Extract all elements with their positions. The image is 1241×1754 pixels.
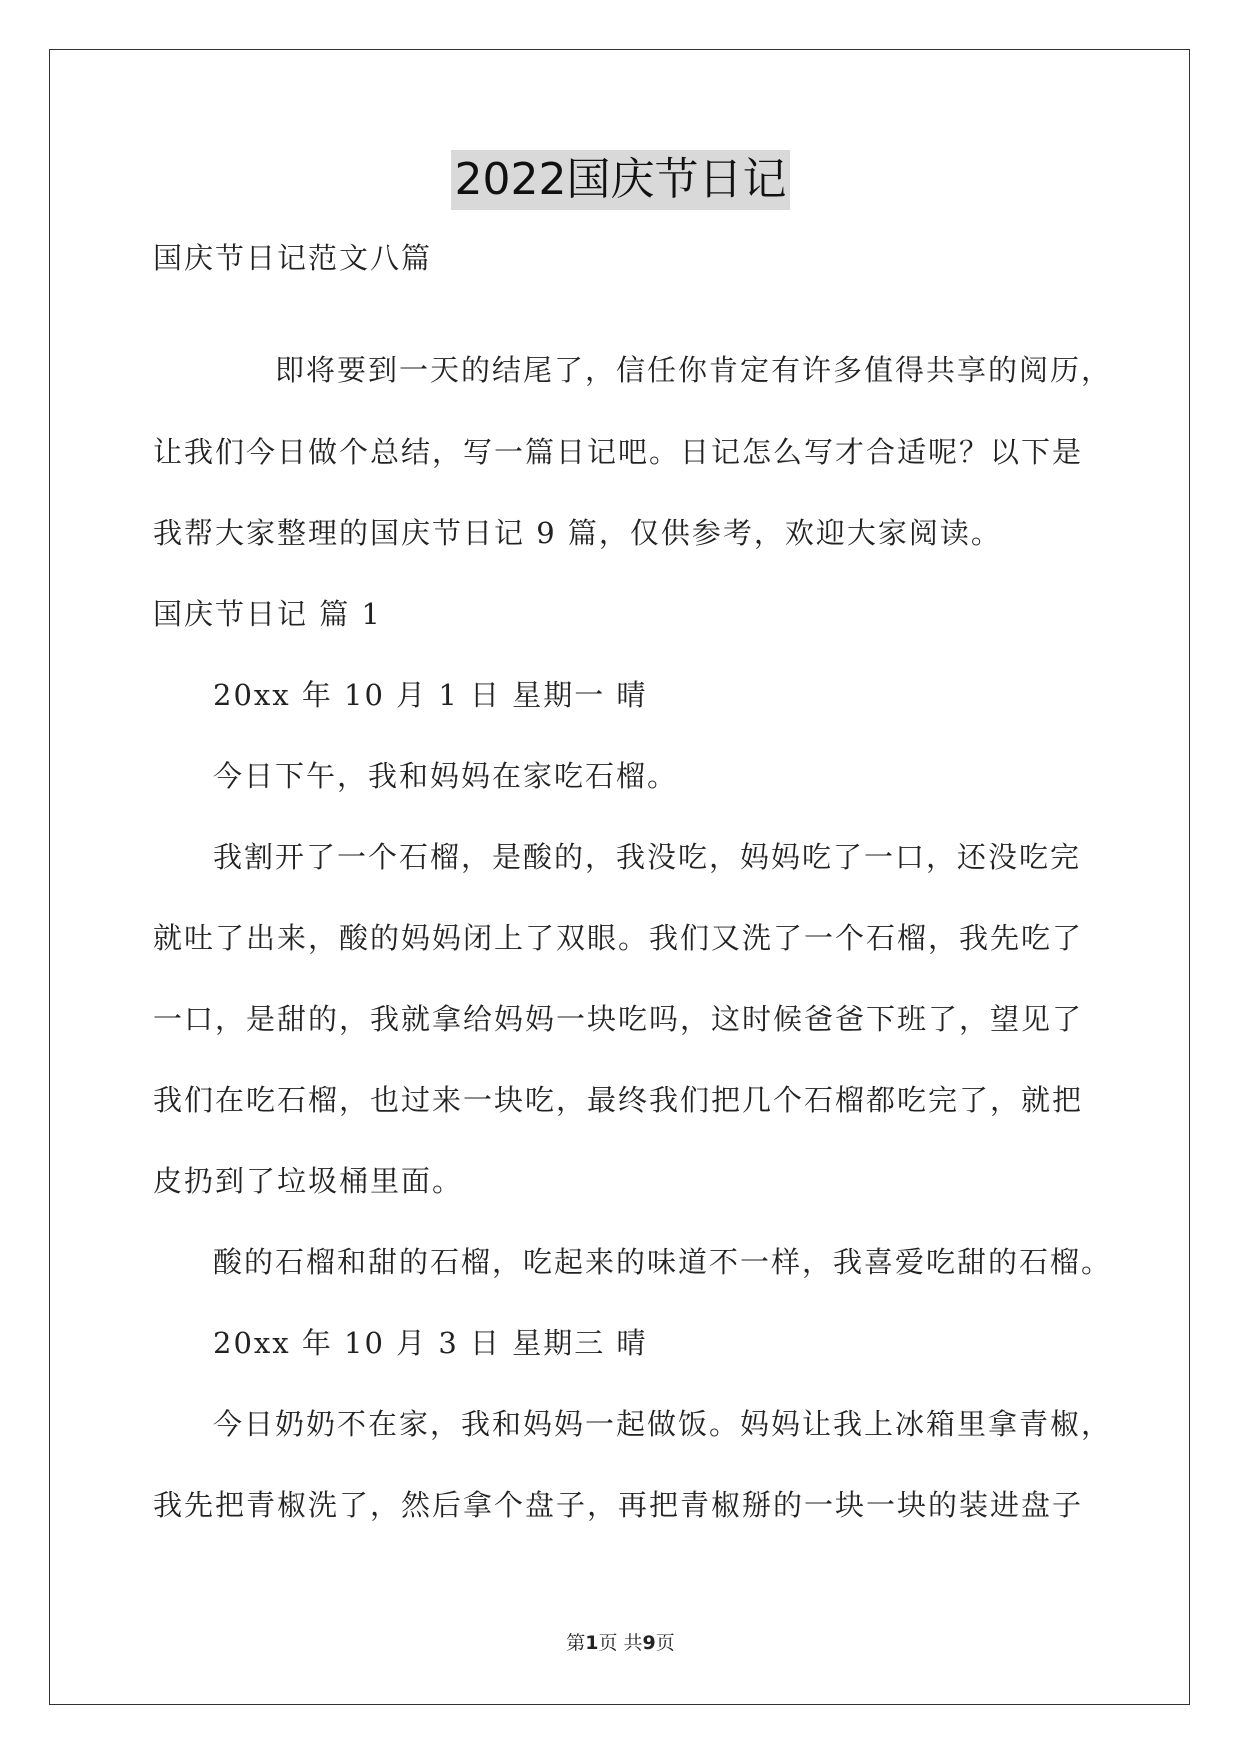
- text-line: 今日下午，我和妈妈在家吃石榴。: [213, 759, 679, 793]
- text-line: 一口，是甜的，我就拿给妈妈一块吃吗，这时候爸爸下班了，望见了: [153, 1002, 1084, 1036]
- page-footer: [0, 1628, 1241, 1655]
- text-line: 皮扔到了垃圾桶里面。: [153, 1164, 464, 1198]
- footer-mid: 页 共: [598, 1632, 643, 1654]
- text-line: 我先把青椒洗了，然后拿个盘子，再把青椒掰的一块一块的装进盘子: [153, 1488, 1084, 1522]
- title-container: [0, 150, 1241, 210]
- text-line: 我帮大家整理的国庆节日记 9 篇，仅供参考，欢迎大家阅读。: [153, 516, 1002, 550]
- diary-date-line: 20xx 年 10 月 1 日 星期一 晴: [213, 678, 648, 712]
- footer-suffix: 页: [655, 1632, 675, 1654]
- text-line: 我们在吃石榴，也过来一块吃，最终我们把几个石榴都吃完了，就把: [153, 1083, 1084, 1117]
- text-line: 让我们今日做个总结，写一篇日记吧。日记怎么写才合适呢？以下是: [153, 435, 1084, 469]
- subtitle-line: 国庆节日记范文八篇: [153, 241, 433, 275]
- text-line: 即将要到一天的结尾了，信任你肯定有许多值得共享的阅历，: [275, 353, 1113, 387]
- text-line: 我割开了一个石榴，是酸的，我没吃，妈妈吃了一口，还没吃完: [213, 840, 1082, 874]
- text-line: 酸的石榴和甜的石榴，吃起来的味道不一样，我喜爱吃甜的石榴。: [213, 1245, 1113, 1279]
- text-line: 今日奶奶不在家，我和妈妈一起做饭。妈妈让我上冰箱里拿青椒，: [213, 1407, 1113, 1441]
- footer-page-number: 1: [585, 1632, 599, 1654]
- text-line: 就吐了出来，酸的妈妈闭上了双眼。我们又洗了一个石榴，我先吃了: [153, 921, 1084, 955]
- section-heading: 国庆节日记 篇 1: [153, 597, 382, 631]
- document-title: 2022国庆节日记: [451, 150, 791, 210]
- footer-prefix: 第: [566, 1632, 586, 1654]
- page-border: [49, 49, 1190, 1705]
- diary-date-line: 20xx 年 10 月 3 日 星期三 晴: [213, 1326, 648, 1360]
- footer-total-pages: 9: [642, 1632, 656, 1654]
